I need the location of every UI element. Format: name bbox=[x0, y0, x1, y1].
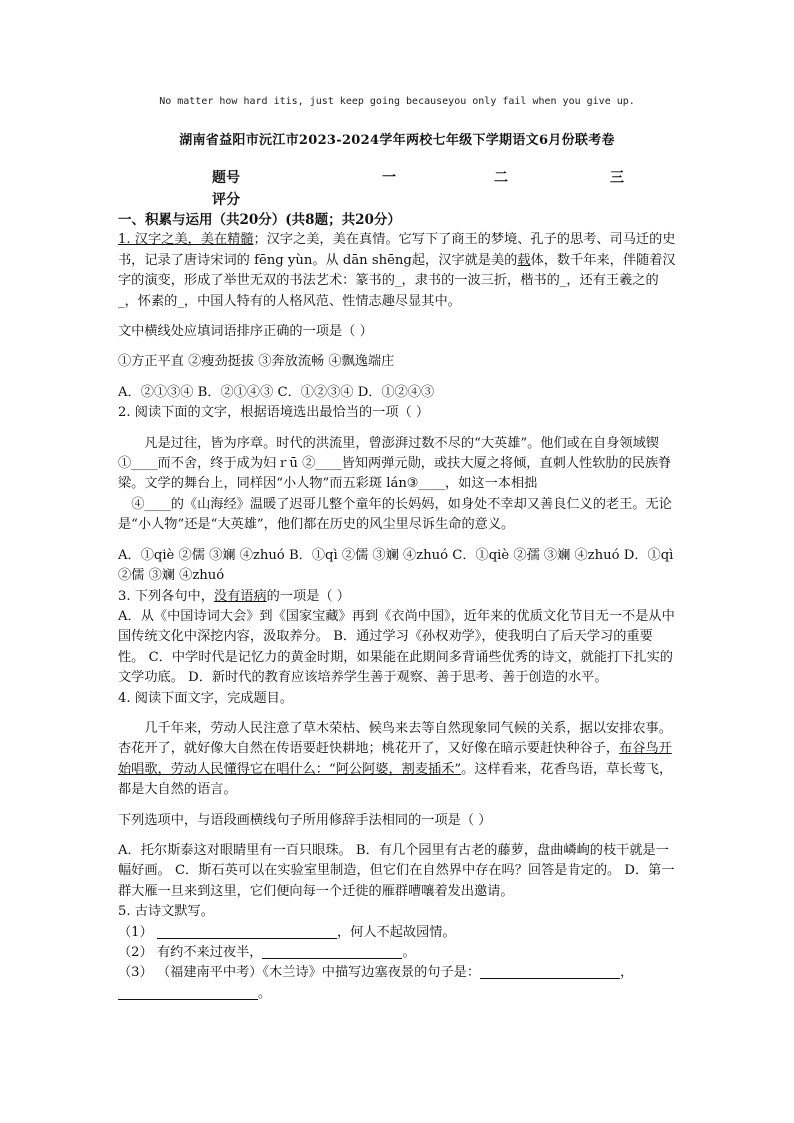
q1-underlined-char: 载 bbox=[517, 252, 531, 268]
score-table-header-label: 题号 bbox=[212, 170, 240, 186]
q5-line-3-num: （3） bbox=[118, 965, 153, 981]
q5-line-3-cont bbox=[118, 984, 678, 1004]
question-4-passage bbox=[118, 719, 678, 801]
question-1-passage bbox=[118, 230, 678, 312]
fill-blank[interactable] bbox=[262, 944, 402, 959]
q5-line-1-text: ，何人不起故园情。 bbox=[336, 924, 456, 940]
question-4-stem: 4. 阅读下面文字，完成题目。 bbox=[118, 690, 294, 706]
question-2-stem: 2. 阅读下面的文字，根据语境选出最恰当的一项（ ） bbox=[118, 405, 430, 421]
q5-line-3-comma: ， bbox=[620, 965, 634, 981]
q4-underlined-sentence: 布谷鸟开始唱歌，劳动人民懂得它在唱什么：“阿公阿婆，割麦插禾” bbox=[118, 741, 672, 777]
q5-line-3-text: （福建南平中考）《木兰诗》中描写边塞夜景的句子是： bbox=[156, 965, 481, 981]
fill-blank[interactable] bbox=[157, 924, 337, 939]
q5-line-3 bbox=[118, 963, 678, 983]
score-table-col-1: 一 bbox=[382, 170, 396, 186]
q5-line-1 bbox=[118, 923, 678, 943]
fill-blank[interactable] bbox=[118, 985, 258, 1000]
score-table-col-2: 二 bbox=[494, 170, 508, 186]
question-1-prompt: 文中横线处应填词语排序正确的一项是（ ） bbox=[118, 324, 373, 340]
question-3-options: A．从《中国诗词大会》到《国家宝藏》再到《衣尚中国》，近年来的优质文化节目无一不是从中国传统文化中深挖内容，汲取养分。 B．通过学习《孙权劝学》，使我明白了后天学习的重要性。 C．中学时代是记忆力的黄金时期，如果能在此期间多背诵些优秀的诗文，就能打下扎实的文学功底。 D．新时代的教育应该培养学生善于观察、善于思考、善于创造的水平。 bbox=[118, 608, 675, 686]
q1-text: ；汉字之美，美在真情。它写下了商王的梦境、孔子的思考、司马迁的史书，记录了唐诗宋词的 fēng yùn。从 dān shēng起，汉字就是美的 bbox=[118, 232, 676, 268]
q5-line-2 bbox=[118, 943, 678, 963]
exam-content bbox=[118, 210, 678, 1004]
q3-stem-underlined: 没有语病 bbox=[213, 588, 267, 604]
question-4-prompt: 下列选项中，与语段画横线句子所用修辞手法相同的一项是（ ） bbox=[118, 812, 492, 828]
question-5-stem: 5. 古诗文默写。 bbox=[118, 904, 214, 920]
q5-line-1-num: （1） bbox=[118, 924, 153, 940]
question-3-stem bbox=[118, 587, 678, 607]
q5-line-2-end: 。 bbox=[402, 945, 416, 960]
q5-line-2-text: 有约不来过夜半， bbox=[156, 945, 263, 960]
q2-passage-a: 凡是过往，皆为序章。时代的洪流里，曾澎湃过数不尽的“大英雄”。他们或在自身领域锲①____而不舍，终于成为妇ｒū ②____皆知两弹元勋，或扶大厦之将倾，直刺人性软肋的民族脊梁。文学的舞台上，同样因“小人物”而五彩斑 lán③____，如这一本相拙 bbox=[118, 435, 672, 492]
q5-line-3-end: 。 bbox=[258, 985, 272, 1001]
section-heading: 一、积累与运用（共20分）(共8题；共20分） bbox=[118, 212, 401, 228]
q3-stem-suffix: 的一项是（ ） bbox=[266, 588, 350, 604]
question-4-options: A．托尔斯泰这对眼睛里有一百只眼珠。 B．有几个园里有古老的藤萝，盘曲嶙峋的枝干就是一幅好画。 C．斯石英可以在实验室里制造，但它们在自然界中存在吗？回答是肯定的。 D．第一群大雁一旦来到这里，它们便向每一个迁徙的雁群嘈嚷着发出邀请。 bbox=[118, 842, 675, 899]
question-2-passage bbox=[118, 434, 678, 536]
fill-blank[interactable] bbox=[480, 964, 620, 979]
q1-underlined-phrase: 1. 汉字之美，美在精髓 bbox=[118, 232, 254, 248]
question-1-words: ①方正平直 ②瘦劲挺拔 ③奔放流畅 ④飘逸端庄 bbox=[118, 354, 395, 370]
q1-text-cont: 体，数千年来，伴随着汉字的演变，形成了举世无双的书法艺术：篆书的_，隶书的一波三折，楷书的_，还有王羲之的_，怀素的_，中国人特有的人格风范、性情志趣尽显其中。 bbox=[118, 252, 676, 309]
question-1-options: A．②①③④ B．②①④③ C．①②③④ D．①②④③ bbox=[118, 384, 435, 400]
q2-passage-b: ④____的《山海经》温暖了迟哥儿整个童年的长妈妈，如身处不幸却又善良仁义的老王。无论是“小人物”还是“大英雄”，他们都在历史的风尘里尽诉生命的意义。 bbox=[118, 496, 672, 533]
score-table-score-label: 评分 bbox=[212, 192, 240, 208]
score-table-col-3: 三 bbox=[610, 170, 624, 186]
exam-title: 湖南省益阳市沅江市2023-2024学年两校七年级下学期语文6月份联考卷 bbox=[179, 133, 615, 148]
q4-passage-b: 。这样看来，花香鸟语，草长莺飞，都是大自然的语言。 bbox=[118, 761, 673, 798]
q5-line-2-num: （2） bbox=[118, 945, 153, 960]
question-2-options: A．①qiè ②儒 ③斓 ④zhuó B．①qì ②儒 ③斓 ④zhuó C．①qiè ②孺 ③斓 ④zhuó D．①qì ②儒 ③斓 ④zhuó bbox=[118, 547, 674, 584]
q4-passage-a: 几千年来，劳动人民注意了草木荣枯、候鸟来去等自然现象同气候的关系，据以安排农事。杏花开了，就好像大自然在传语要赶快耕地；桃花开了，又好像在暗示要赶快种谷子， bbox=[118, 720, 672, 757]
motto-header: No matter how hard itis, just keep going becauseyou only fail when you give up. bbox=[159, 96, 635, 107]
q3-stem-prefix: 3. 下列各句中， bbox=[118, 588, 214, 604]
